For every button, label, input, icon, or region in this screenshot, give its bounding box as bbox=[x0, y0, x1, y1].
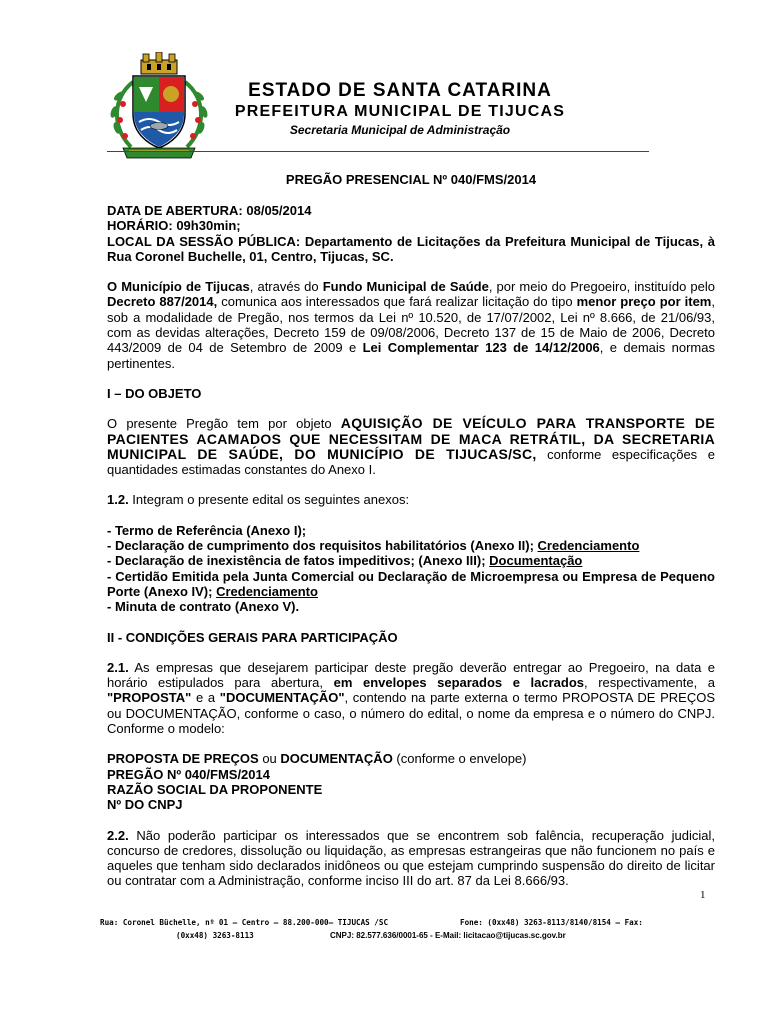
intro-paragraph: O Município de Tijucas, através do Fundo Municipal de Saúde, por meio do Pregoeiro, instituído pelo Decreto 887/2014, comunica aos interessados que fará realizar licitação do tipo menor preço por item, sob a modalidade de Pregão, nos termos da Lei nº 10.520, de 17/07/2002, Lei nº 8.666, de 21/06/93, com as devidas alterações, Decreto 159 de 09/08/2006, Decreto 137 de 15 de Maio de 2006, Decreto 443/2009 de 04 de Setembro de 2009 e Lei Complementar 123 de 14/12/2006, e demais normas pertinentes. bbox=[107, 279, 715, 371]
envelope-model-line: RAZÃO SOCIAL DA PROPONENTE bbox=[107, 781, 323, 797]
item-2-1: 2.1. As empresas que desejarem participar deste pregão deverão entregar ao Pregoeiro, na data e horário estipulados para abertura, em envelopes separados e lacrados, respectivamente, a "PROPOSTA" e a "DOCUMENTAÇÃO", contendo na parte externa o termo PROPOSTA DE PREÇOS ou DOCUMENTAÇÃO, conforme o caso, o número do edital, o nome da empresa e o número do CNPJ. Conforme o modelo: bbox=[107, 659, 716, 737]
prefeitura-name: PREFEITURA MUNICIPAL DE TIJUCAS bbox=[234, 103, 566, 120]
section-heading-condicoes: II - CONDIÇÕES GERAIS PARA PARTICIPAÇÃO bbox=[107, 629, 398, 645]
opening-time: HORÁRIO: 09h30min; bbox=[107, 218, 241, 234]
session-location: LOCAL DA SESSÃO PÚBLICA: Departamento de Licitações da Prefeitura Municipal de Tijucas, à Rua Coronel Buchelle, 01, Centro, Tijucas, SC. bbox=[107, 233, 715, 264]
footer-address: Rua: Coronel Büchelle, nº 01 – Centro – 88.200-000– TIJUCAS /SC bbox=[100, 918, 389, 927]
header-divider bbox=[107, 151, 649, 152]
state-name: ESTADO DE SANTA CATARINA bbox=[248, 80, 552, 101]
section-heading-objeto: I – DO OBJETO bbox=[107, 385, 202, 401]
envelope-model-line: Nº DO CNPJ bbox=[107, 797, 183, 813]
item-2-2: 2.2. Não poderão participar os interessados que se encontrem sob falência, recuperação judicial, concurso de credores, dissolução ou liquidação, as empresas estrangeiras que não funcionem no país e aqueles que tenham sido declarados inidôneos ou que estejam cumprindo suspensão do direito de licitar ou contratar com a Administração, conforme inciso III do art. 87 da Lei 8.666/93. bbox=[107, 827, 715, 889]
footer-cnpj-email: CNPJ: 82.577.636/0001-65 - E-Mail: licitacao@tijucas.sc.gov.br bbox=[330, 931, 566, 940]
annex-item: - Termo de Referência (Anexo I); bbox=[107, 522, 307, 538]
annex-item: - Declaração de cumprimento dos requisitos habilitatórios (Anexo II); Credenciamento bbox=[107, 538, 640, 554]
footer-phones: Fone: (0xx48) 3263-8113/8140/8154 – Fax: bbox=[460, 918, 643, 927]
object-paragraph: O presente Pregão tem por objeto AQUISIÇÃO DE VEÍCULO PARA TRANSPORTE DE PACIENTES ACAMADOS QUE NECESSITAM DE MACA RETRÁTIL, DA SECRETARIA MUNICIPAL DE SAÚDE, DO MUNICÍPIO DE TIJUCAS/SC, conforme especificações e quantidades estimadas constantes do Anexo I. bbox=[107, 415, 715, 478]
secretaria-name: Secretaria Municipal de Administração bbox=[289, 123, 511, 137]
footer-fax: (0xx48) 3263-8113 bbox=[176, 931, 254, 940]
page-footer bbox=[100, 916, 720, 942]
document-body bbox=[107, 203, 715, 889]
envelope-model-line: PREGÃO Nº 040/FMS/2014 bbox=[107, 766, 270, 782]
item-1-2: 1.2. Integram o presente edital os seguintes anexos: bbox=[107, 492, 410, 508]
annex-item: - Declaração de inexistência de fatos impeditivos; (Anexo III); Documentação bbox=[107, 553, 583, 569]
annex-item: - Minuta de contrato (Anexo V). bbox=[107, 599, 300, 615]
opening-date: DATA DE ABERTURA: 08/05/2014 bbox=[107, 203, 312, 218]
page-number: 1 bbox=[700, 889, 706, 901]
annex-item: - Certidão Emitida pela Junta Comercial ou Declaração de Microempresa ou Empresa de Pequeno Porte (Anexo IV); Credenciamento bbox=[107, 568, 715, 599]
envelope-model-line: PROPOSTA DE PREÇOS ou DOCUMENTAÇÃO (conforme o envelope) bbox=[107, 751, 527, 767]
letterhead bbox=[215, 80, 585, 138]
document-title: PREGÃO PRESENCIAL Nº 040/FMS/2014 bbox=[285, 172, 537, 187]
municipal-coat-of-arms-icon bbox=[103, 52, 215, 160]
